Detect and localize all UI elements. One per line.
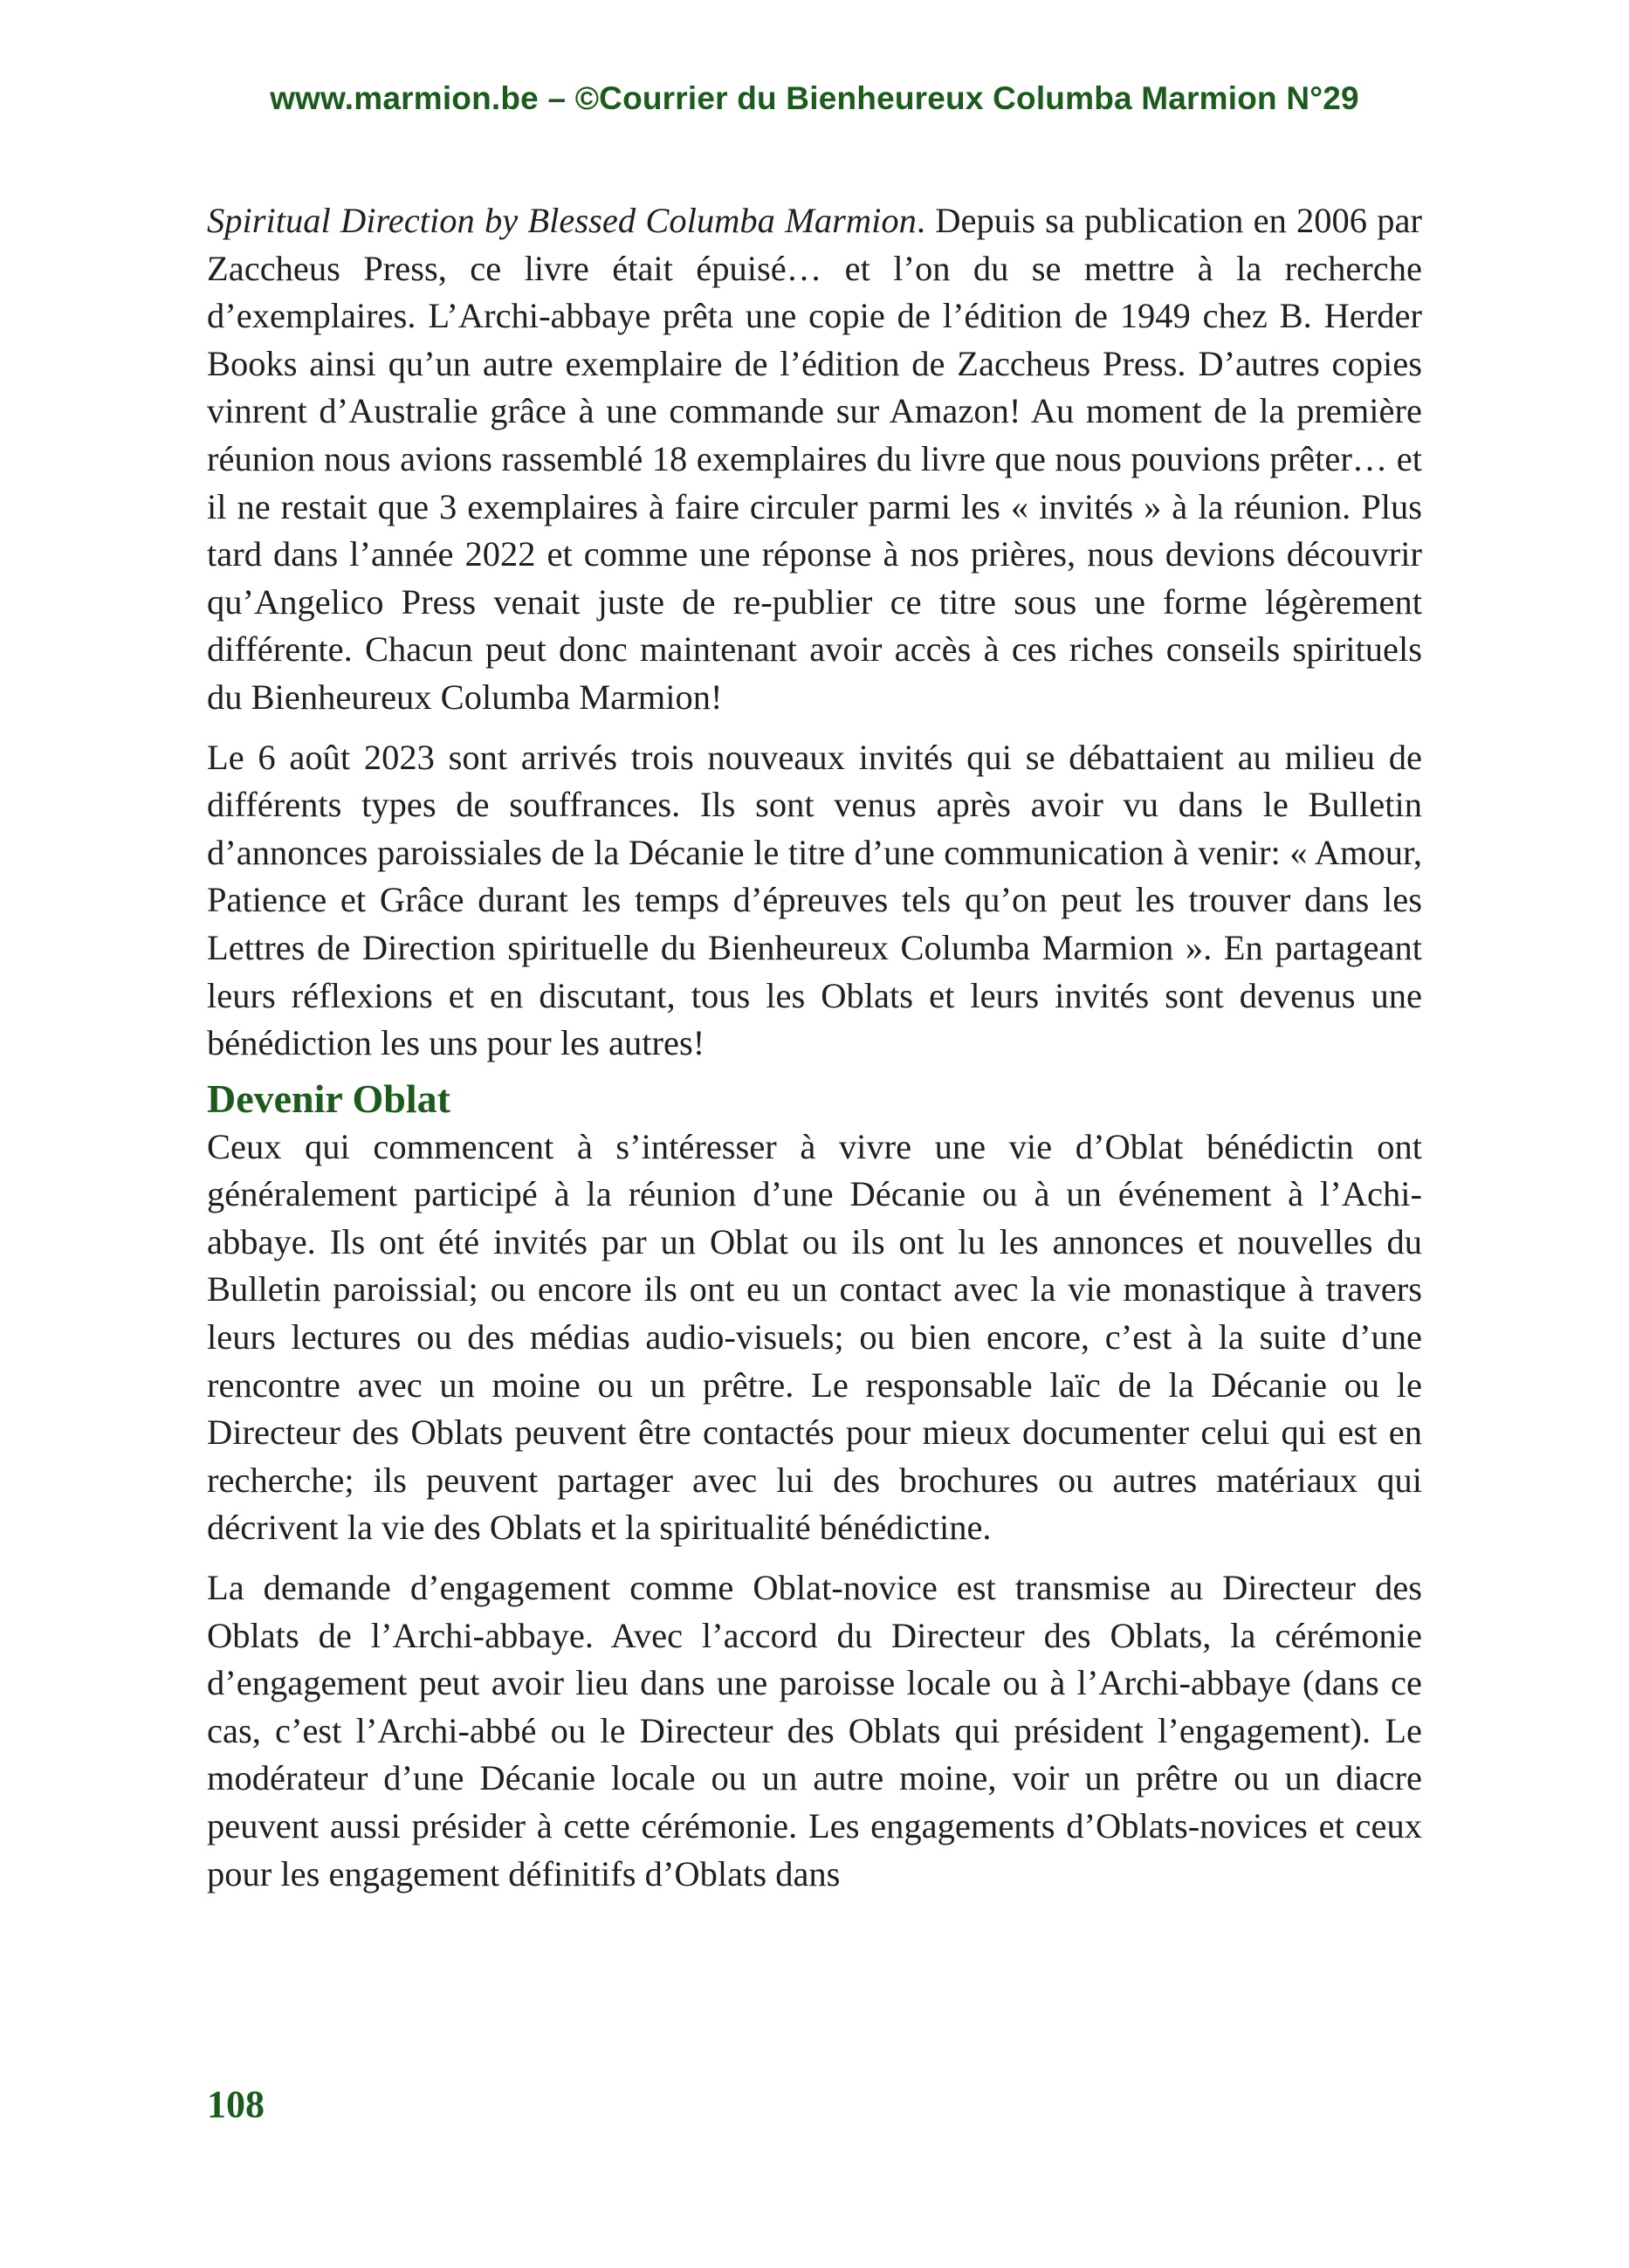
page-body [207, 197, 1422, 1898]
paragraph-2: Le 6 août 2023 sont arrivés trois nouveaux invités qui se débattaient au milieu de différents types de souffrances. Ils sont venus après avoir vu dans le Bulletin d’annonces paroissiales de la Décanie le titre d’une communication à venir: « Amour, Patience et Grâce durant les temps d’épreuves tels qu’on peut les trouver dans les Lettres de Direction spirituelle du Bienheureux Columba Marmion ». En partageant leurs réflexions et en discutant, tous les Oblats et leurs invités sont devenus une bénédiction les uns pour les autres! [207, 737, 1422, 1063]
paragraph-3: Ceux qui commencent à s’intéresser à vivre une vie d’Oblat bénédictin ont généralement participé à la réunion d’une Décanie ou à un événement à l’Achi-abbaye. Ils ont été invités par un Oblat ou ils ont lu les annonces et nouvelles du Bulletin paroissial; ou encore ils ont eu un contact avec la vie monastique à travers leurs lectures ou des médias audio-visuels; ou bien encore, c’est à la suite d’une rencontre avec un moine ou un prêtre. Le responsable laïc de la Décanie ou le Directeur des Oblats peuvent être contactés pour mieux documenter celui qui est en recherche; ils peuvent partager avec lui des brochures ou autres matériaux qui décrivent la vie des Oblats et la spiritualité bénédictine. [207, 1126, 1422, 1548]
paragraph-1 [207, 197, 1422, 722]
section-heading: Devenir Oblat [207, 1076, 450, 1121]
paragraph-1-text: . Depuis sa publication en 2006 par Zaccheus Press, ce livre était épuisé… et l’on du se mettre à la recherche d’exemplaires. L’Archi-abbaye prêta une copie de l’édition de 1949 chez B. Herder Books ainsi qu’un autre exemplaire de l’édition de Zaccheus Press. D’autres copies vinrent d’Australie grâce à une commande sur Amazon! Au moment de la première réunion nous avions rassemblé 18 exemplaires du livre que nous pouvions prêter… et il ne restait que 3 exemplaires à faire circuler parmi les « invités » à la réunion. Plus tard dans l’année 2022 et comme une réponse à nos prières, nous devions découvrir qu’Angelico Press venait juste de re-publier ce titre sous une forme légèrement différente. Chacun peut donc maintenant avoir accès à ces riches conseils spirituels du Bienheureux Columba Marmion! [207, 201, 1423, 717]
running-header: www.marmion.be – ©Courrier du Bienheureux Columba Marmion N°29 [270, 80, 1359, 116]
book-title: Spiritual Direction by Blessed Columba Marmion [207, 201, 917, 240]
page-number: 108 [207, 2083, 265, 2126]
paragraph-4: La demande d’engagement comme Oblat-novice est transmise au Directeur des Oblats de l’Archi-abbaye. Avec l’accord du Directeur des Oblats, la cérémonie d’engagement peut avoir lieu dans une paroisse locale ou à l’Archi-abbaye (dans ce cas, c’est l’Archi-abbé ou le Directeur des Oblats qui président l’engagement). Le modérateur d’une Décanie locale ou un autre moine, voir un prêtre ou un diacre peuvent aussi présider à cette cérémonie. Les engagements d’Oblats-novices et ceux pour les engagement définitifs d’Oblats dans [207, 1568, 1422, 1893]
